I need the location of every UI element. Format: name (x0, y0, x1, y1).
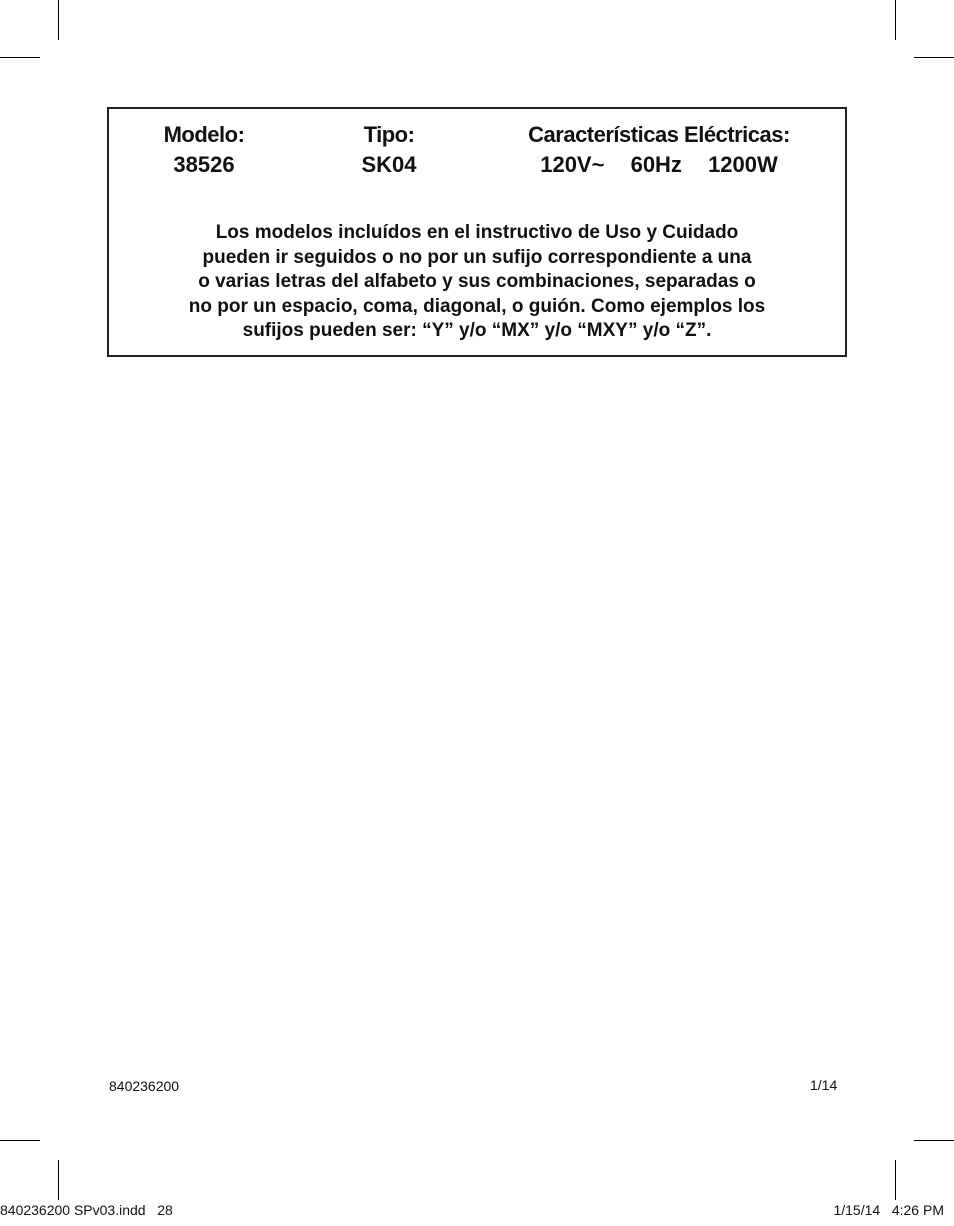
crop-mark (0, 57, 40, 58)
spec-box (107, 107, 847, 357)
crop-mark (0, 1140, 40, 1141)
electrical-label: Características Eléctricas: (528, 122, 790, 147)
note-line: no por un espacio, coma, diagonal, o guión. Como ejemplos los (188, 295, 766, 317)
voltage-value: 120V~ (540, 152, 605, 177)
type-column (339, 121, 439, 181)
crop-mark (895, 0, 896, 40)
crop-mark (914, 57, 954, 58)
type-value: SK04 (361, 152, 417, 177)
page-reference: 1/14 (810, 1077, 838, 1093)
note-line: Los modelos incluídos en el instructivo de Uso y Cuidado (215, 222, 739, 243)
note-line: sufijos pueden ser: “Y” y/o “MX” y/o “MXY” y/o “Z”. (242, 320, 712, 341)
frequency-value: 60Hz (630, 152, 682, 177)
crop-mark (914, 1140, 954, 1141)
electrical-column (499, 121, 819, 181)
type-label: Tipo: (363, 122, 415, 147)
note-line: pueden ir seguidos o no por un sufijo correspondiente a una (202, 246, 752, 268)
crop-mark (58, 1160, 59, 1200)
crop-mark (58, 0, 59, 40)
crop-mark (895, 1160, 896, 1200)
document-code: 840236200 (109, 1078, 180, 1094)
model-value: 38526 (173, 152, 235, 177)
electrical-values (499, 149, 819, 181)
model-column (149, 121, 259, 181)
wattage-value: 1200W (708, 152, 778, 177)
model-label: Modelo: (163, 122, 245, 147)
slug-datetime: 1/15/14 4:26 PM (833, 1202, 944, 1218)
model-suffix-note (129, 221, 825, 344)
note-line: o varias letras del alfabeto y sus combinaciones, separadas o (198, 271, 756, 292)
slug-file-info: 840236200 SPv03.indd 28 (0, 1202, 173, 1218)
